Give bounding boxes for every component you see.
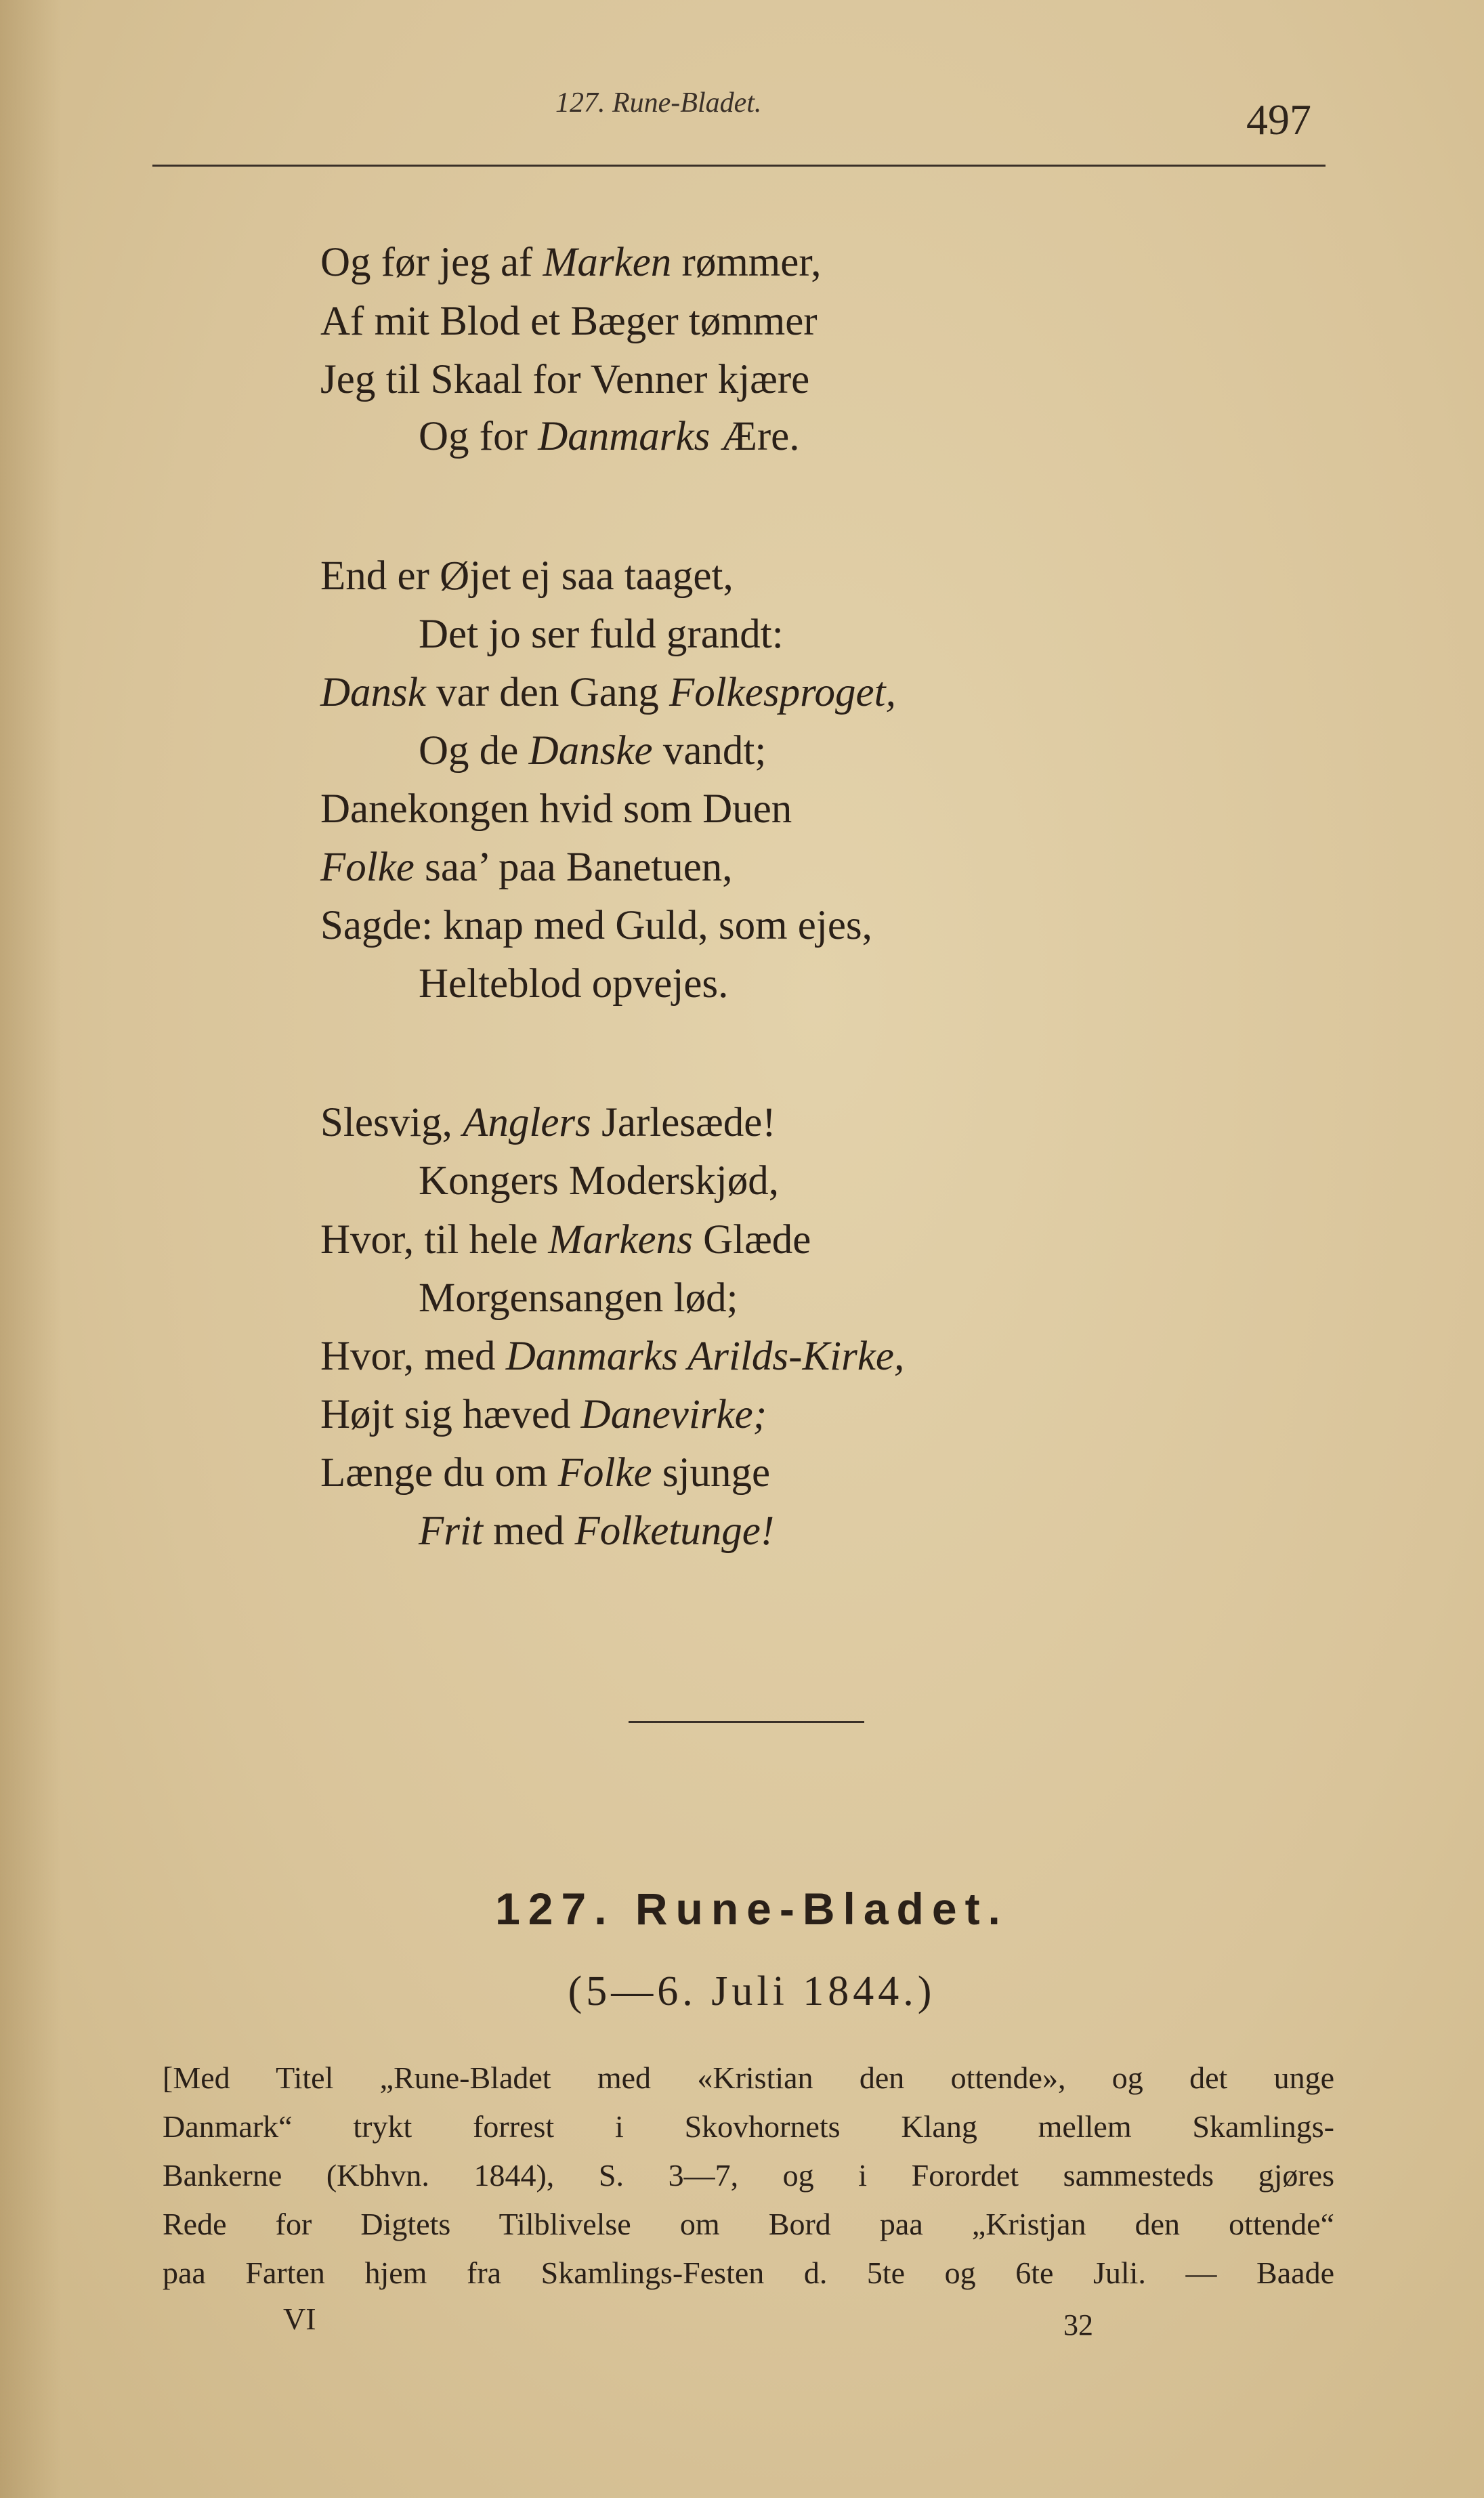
- header-rule: [152, 165, 1326, 167]
- binding-edge-shadow: [0, 0, 61, 2498]
- editorial-note-line: Rede for Digtets Tilblivelse om Bord paa „Kristjan den ottende“: [163, 2207, 1334, 2241]
- stanza1-line4: Og for Danmarks Ære.: [419, 414, 800, 459]
- section-separator-rule: [629, 1721, 864, 1723]
- poem-date: (5—6. Juli 1844.): [568, 1968, 936, 2014]
- stanza2-line8: Helteblod opvejes.: [419, 961, 729, 1007]
- page-number: 497: [1246, 96, 1311, 144]
- stanza2-line6: Folke saa’ paa Banetuen,: [320, 845, 733, 890]
- stanza2-line2: Det jo ser fuld grandt:: [419, 612, 784, 657]
- stanza3-line5: Hvor, med Danmarks Arilds-Kirke,: [320, 1334, 905, 1379]
- stanza1-line3: Jeg til Skaal for Venner kjære: [320, 357, 810, 402]
- stanza1-line2: Af mit Blod et Bæger tømmer: [320, 299, 818, 344]
- stanza3-line6: Højt sig hæved Danevirke;: [320, 1392, 767, 1437]
- editorial-note-line: paa Farten hjem fra Skamlings-Festen d. 5te og 6te Juli. — Baade: [163, 2256, 1334, 2290]
- editorial-note-line: Danmark“ trykt forrest i Skovhornets Klang mellem Skamlings-: [163, 2109, 1334, 2144]
- stanza3-line7: Længe du om Folke sjunge: [320, 1450, 771, 1496]
- stanza3-line3: Hvor, til hele Markens Glæde: [320, 1217, 811, 1263]
- stanza2-line1: End er Øjet ej saa taaget,: [320, 553, 734, 599]
- sheet-number: 32: [1063, 2308, 1093, 2342]
- stanza2-line7: Sagde: knap med Guld, som ejes,: [320, 903, 872, 948]
- stanza3-line1: Slesvig, Anglers Jarlesæde!: [320, 1100, 776, 1145]
- stanza3-line4: Morgensangen lød;: [419, 1275, 738, 1321]
- stanza2-line3: Dansk var den Gang Folkesproget,: [320, 670, 896, 715]
- stanza2-line5: Danekongen hvid som Duen: [320, 786, 792, 832]
- stanza2-line4: Og de Danske vandt;: [419, 728, 767, 774]
- running-header-title: 127. Rune-Bladet.: [555, 87, 762, 119]
- editorial-note-line: Bankerne (Kbhvn. 1844), S. 3—7, og i Forordet sammesteds gjøres: [163, 2158, 1334, 2193]
- stanza3-line2: Kongers Moderskjød,: [419, 1158, 779, 1204]
- stanza3-line8: Frit med Folketunge!: [419, 1508, 775, 1554]
- signature-mark: VI: [283, 2302, 316, 2336]
- poem-title: 127. Rune-Bladet.: [495, 1884, 1009, 1934]
- stanza1-line1: Og før jeg af Marken rømmer,: [320, 240, 822, 285]
- editorial-note-line: [Med Titel „Rune-Bladet med «Kristian den ottende», og det unge: [163, 2060, 1334, 2095]
